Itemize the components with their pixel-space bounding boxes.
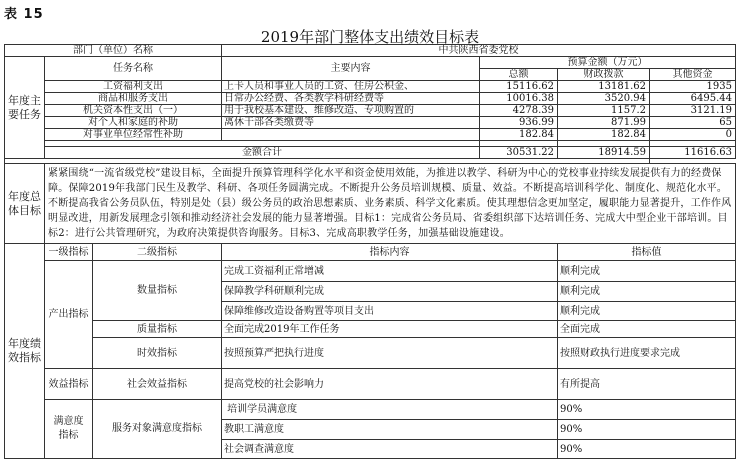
benefit-indicator-label: 效益指标 xyxy=(45,369,93,400)
quality-indicator-label: 质量指标 xyxy=(93,321,222,338)
table-row xyxy=(5,400,736,420)
sum-total: 30531.22 xyxy=(480,147,558,159)
indicator-content: 全面完成2019年工作任务 xyxy=(222,321,558,338)
col-indicator-content: 指标内容 xyxy=(222,244,558,261)
task-other: 1935 xyxy=(650,81,736,93)
indicator-value: 按照财政执行进度要求完成 xyxy=(558,338,736,369)
task-fiscal: 182.84 xyxy=(558,129,650,141)
indicator-content: 教职工满意度 xyxy=(222,420,558,440)
task-content: 上卡人员和事业人员的工资、住房公积金、 xyxy=(222,81,480,93)
task-other: 0 xyxy=(650,129,736,141)
dept-label: 部门（单位）名称 xyxy=(5,45,222,57)
sum-other: 11616.63 xyxy=(650,147,736,159)
indicators-header-row xyxy=(5,244,736,261)
table-row xyxy=(5,261,736,282)
task-other: 65 xyxy=(650,117,736,129)
indicator-content: 培训学员满意度 xyxy=(222,400,558,420)
total-label: 金额合计 xyxy=(45,147,480,159)
table-row xyxy=(5,129,736,141)
indicator-content: 保障教学科研顺利完成 xyxy=(222,282,558,302)
col-fiscal: 财政拨款 xyxy=(558,69,650,81)
table-number: 表 15 xyxy=(4,7,44,22)
indicator-value: 90% xyxy=(558,440,736,459)
table-row xyxy=(5,321,736,338)
annual-tasks-label: 年度主要任务 xyxy=(5,57,45,159)
task-other: 6495.44 xyxy=(650,93,736,105)
task-name: 对个人和家庭的补助 xyxy=(45,117,222,129)
task-other: 3121.19 xyxy=(650,105,736,117)
table-row xyxy=(5,338,736,369)
indicator-content: 社会调查满意度 xyxy=(222,440,558,459)
task-total: 182.84 xyxy=(480,129,558,141)
task-content xyxy=(222,129,480,141)
timeliness-indicator-label: 时效指标 xyxy=(93,338,222,369)
indicator-content: 按照预算严把执行进度 xyxy=(222,338,558,369)
overall-goal-row xyxy=(5,164,736,244)
performance-goal-table xyxy=(4,44,736,459)
col-budget-amount: 预算金额（万元） xyxy=(480,57,736,69)
social-benefit-label: 社会效益指标 xyxy=(93,369,222,400)
service-satisfaction-label: 服务对象满意度指标 xyxy=(93,400,222,459)
quantity-indicator-label: 数量指标 xyxy=(93,261,222,321)
dept-value: 中共陕西省委党校 xyxy=(222,45,736,57)
table-row xyxy=(5,117,736,129)
task-total: 4278.39 xyxy=(480,105,558,117)
indicator-value: 顺利完成 xyxy=(558,282,736,302)
indicator-value: 90% xyxy=(558,400,736,420)
indicator-value: 90% xyxy=(558,420,736,440)
task-total: 936.99 xyxy=(480,117,558,129)
indicator-content: 保障维修改造设备购置等项目支出 xyxy=(222,302,558,321)
tasks-header-row-1 xyxy=(5,57,736,69)
output-indicator-label: 产出指标 xyxy=(45,261,93,369)
indicator-value: 顺利完成 xyxy=(558,302,736,321)
task-fiscal: 1157.2 xyxy=(558,105,650,117)
task-fiscal: 871.99 xyxy=(558,117,650,129)
col-indicator-value: 指标值 xyxy=(558,244,736,261)
page-title: 2019年部门整体支出绩效目标表 xyxy=(260,28,480,46)
indicator-value: 顺利完成 xyxy=(558,261,736,282)
col-total: 总额 xyxy=(480,69,558,81)
task-name: 工资福利支出 xyxy=(45,81,222,93)
indicators-label: 年度绩效指标 xyxy=(5,244,45,459)
task-content: 用于我校基本建设、维修改造、专项购置的 xyxy=(222,105,480,117)
indicator-value: 有所提高 xyxy=(558,369,736,400)
task-content: 离休干部各类缴费等 xyxy=(222,117,480,129)
table-row xyxy=(5,369,736,400)
indicator-content: 提高党校的社会影响力 xyxy=(222,369,558,400)
overall-goal-label: 年度总体目标 xyxy=(5,164,45,244)
dept-row xyxy=(5,45,736,57)
task-fiscal: 13181.62 xyxy=(558,81,650,93)
table-row xyxy=(5,93,736,105)
task-name: 机关资本性支出（一） xyxy=(45,105,222,117)
task-fiscal: 3520.94 xyxy=(558,93,650,105)
indicator-content: 完成工资福利正常增减 xyxy=(222,261,558,282)
col-task-name: 任务名称 xyxy=(45,57,222,81)
col-level2: 二级指标 xyxy=(93,244,222,261)
col-level1: 一级指标 xyxy=(45,244,93,261)
task-content: 日常办公经费、各类教学科研经费等 xyxy=(222,93,480,105)
table-row xyxy=(5,105,736,117)
task-name: 商品和服务支出 xyxy=(45,93,222,105)
total-row xyxy=(5,147,736,159)
overall-goal-text: 紧紧围绕“一流省级党校”建设目标，全面提升预算管理科学化水平和资金使用效能，为推进以教学、科研为中心的党校事业持续发展提供有力的经费保障。保障2019年我部门民生及教学、科研、各项任务圆满完成。不断提升公务员培训规模、质量、效益。不断提高培训科学化、制度化、规范化水平。不断提高我省公务员队伍，特别是处（县）级公务员的政治思想素质、业务素质、科学文化素质。使其理想信念更加坚定，履职能力显著提升，工作作风明显改进，用新发展理念引领和推动经济社会发展的能力显著增强。目标1：完成省公务员局、省委组织部下达培训任务、完成大中型企业干部培训。目标2：进行公共管理研究，为政府决策提供咨询服务。目标3、完成高职教学任务，加强基础设施建设。 xyxy=(45,164,736,244)
satisfaction-indicator-label: 满意度指标 xyxy=(45,400,93,459)
col-main-content: 主要内容 xyxy=(222,57,480,81)
table-row xyxy=(5,81,736,93)
indicator-value: 全面完成 xyxy=(558,321,736,338)
sum-fiscal: 18914.59 xyxy=(558,147,650,159)
task-name: 对事业单位经常性补助 xyxy=(45,129,222,141)
task-total: 10016.38 xyxy=(480,93,558,105)
task-total: 15116.62 xyxy=(480,81,558,93)
col-other: 其他资金 xyxy=(650,69,736,81)
